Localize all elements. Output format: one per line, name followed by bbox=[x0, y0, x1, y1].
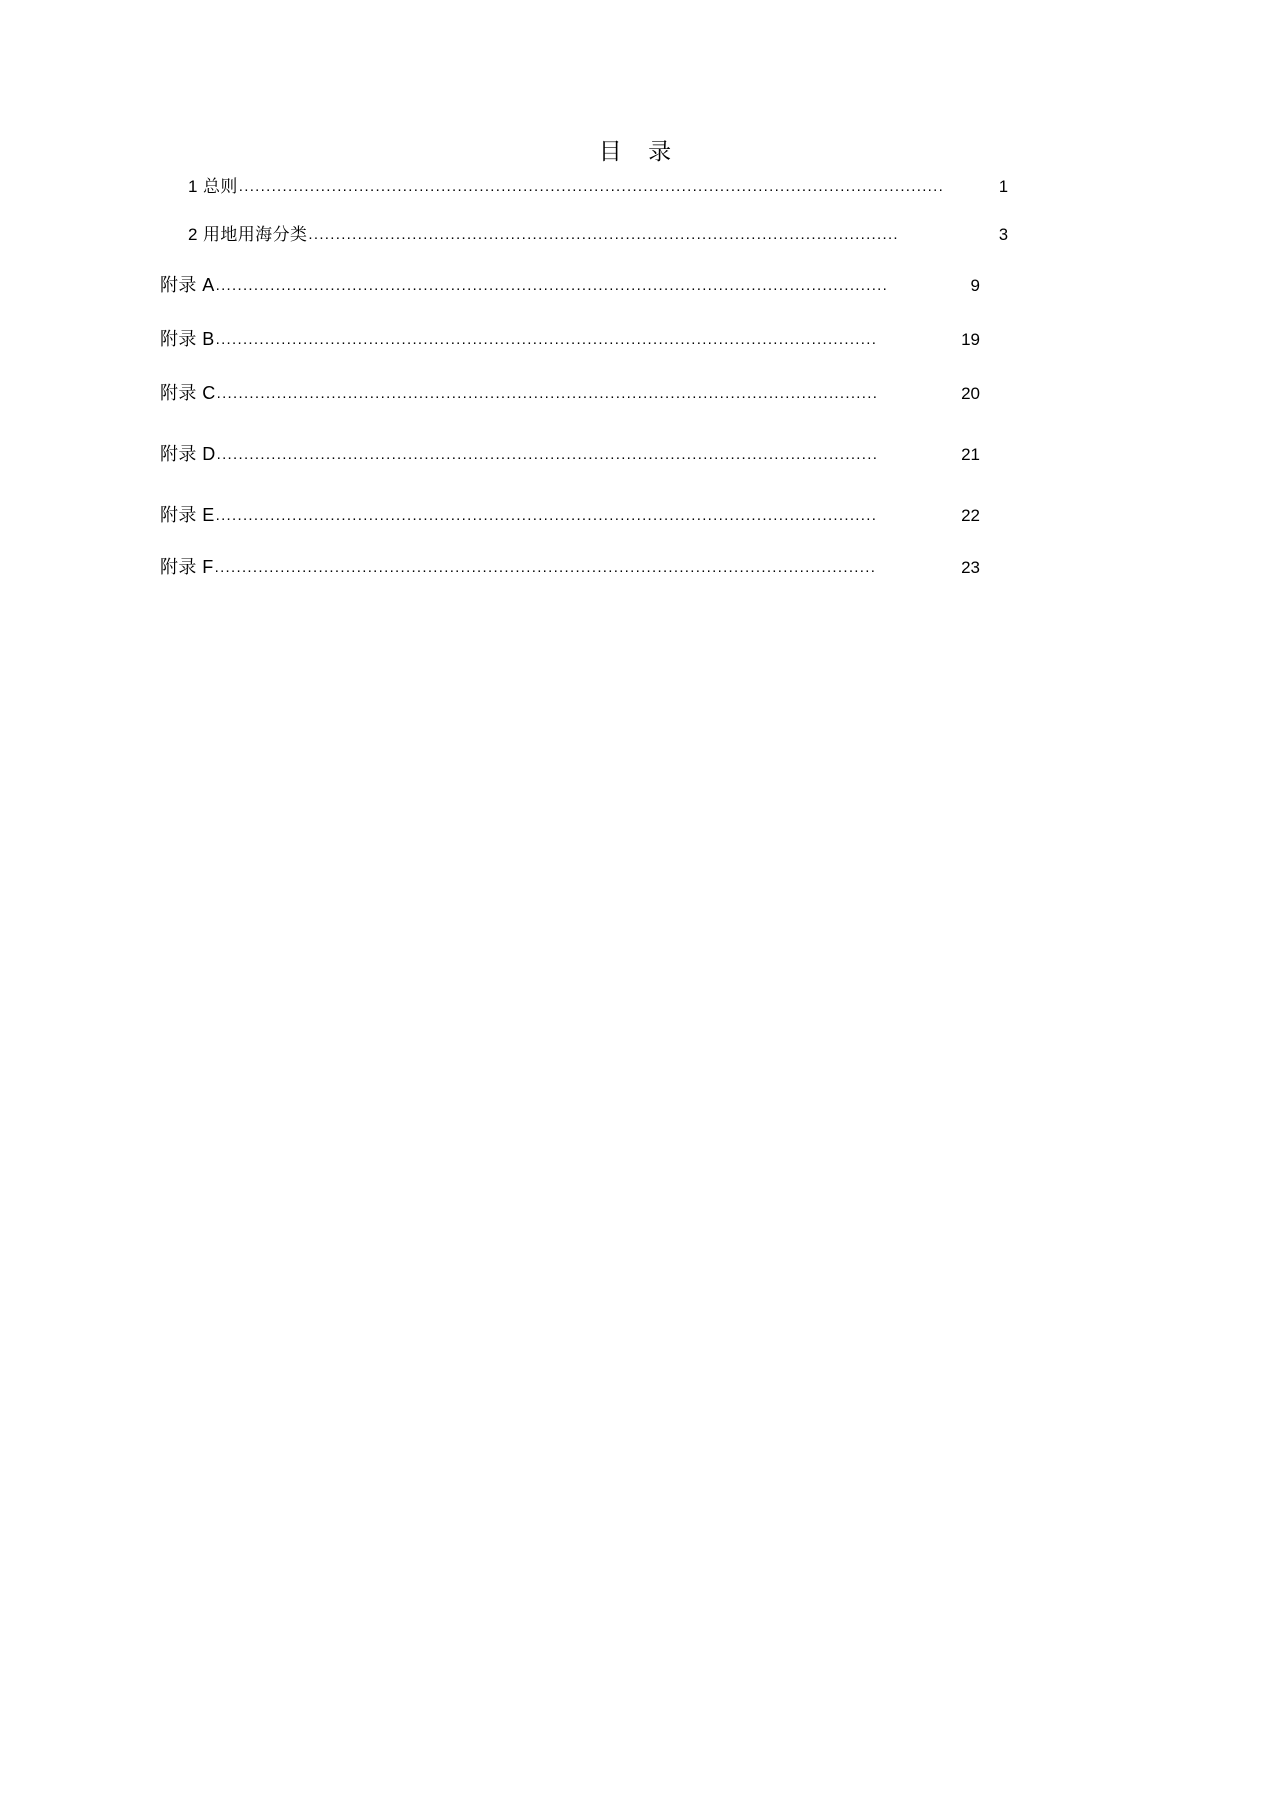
toc-leader-dots: ......................................................................................................................... bbox=[216, 446, 879, 463]
toc-entry-page: 3 bbox=[998, 226, 1008, 244]
toc-entry-page: 9 bbox=[970, 276, 980, 295]
toc-leader-dots: ................................................................................................................................. bbox=[238, 178, 945, 195]
toc-entry-2[interactable] bbox=[188, 220, 1008, 245]
toc-entry-appendix-a[interactable] bbox=[160, 271, 980, 297]
page-title: 目 录 bbox=[598, 138, 682, 164]
toc-leader-dots: ......................................................................................................................... bbox=[215, 331, 878, 348]
toc-entry-label: 1 总则 bbox=[188, 177, 238, 196]
toc-entry-page: 20 bbox=[961, 384, 980, 403]
toc-entry-page: 21 bbox=[961, 445, 980, 464]
toc-leader-dots: ......................................................................................................................... bbox=[214, 559, 877, 576]
toc-entry-appendix-d[interactable] bbox=[160, 440, 980, 466]
toc-entry-appendix-f[interactable] bbox=[160, 553, 980, 579]
toc-entry-appendix-c[interactable] bbox=[160, 379, 980, 405]
table-of-contents bbox=[160, 172, 1008, 579]
toc-entry-label: 附录 C bbox=[160, 383, 216, 403]
toc-entry-page: 1 bbox=[998, 178, 1008, 196]
toc-leader-dots: ........................................................................................................................... bbox=[215, 277, 889, 294]
toc-leader-dots: ......................................................................................................................... bbox=[215, 507, 878, 524]
toc-entry-page: 23 bbox=[961, 558, 980, 577]
toc-entry-appendix-e[interactable] bbox=[160, 501, 980, 527]
toc-leader-dots: ......................................................................................................................... bbox=[216, 385, 879, 402]
toc-entry-label: 2 用地用海分类 bbox=[188, 225, 308, 244]
toc-entry-1[interactable] bbox=[188, 172, 1008, 197]
toc-entry-label: 附录 D bbox=[160, 444, 216, 464]
toc-entry-label: 附录 F bbox=[160, 557, 214, 577]
toc-entry-appendix-b[interactable] bbox=[160, 325, 980, 351]
toc-entry-page: 22 bbox=[961, 506, 980, 525]
toc-leader-dots: ............................................................................................................ bbox=[308, 226, 899, 243]
toc-entry-label: 附录 E bbox=[160, 505, 215, 525]
toc-entry-label: 附录 A bbox=[160, 275, 215, 295]
toc-entry-page: 19 bbox=[961, 330, 980, 349]
toc-entry-label: 附录 B bbox=[160, 329, 215, 349]
